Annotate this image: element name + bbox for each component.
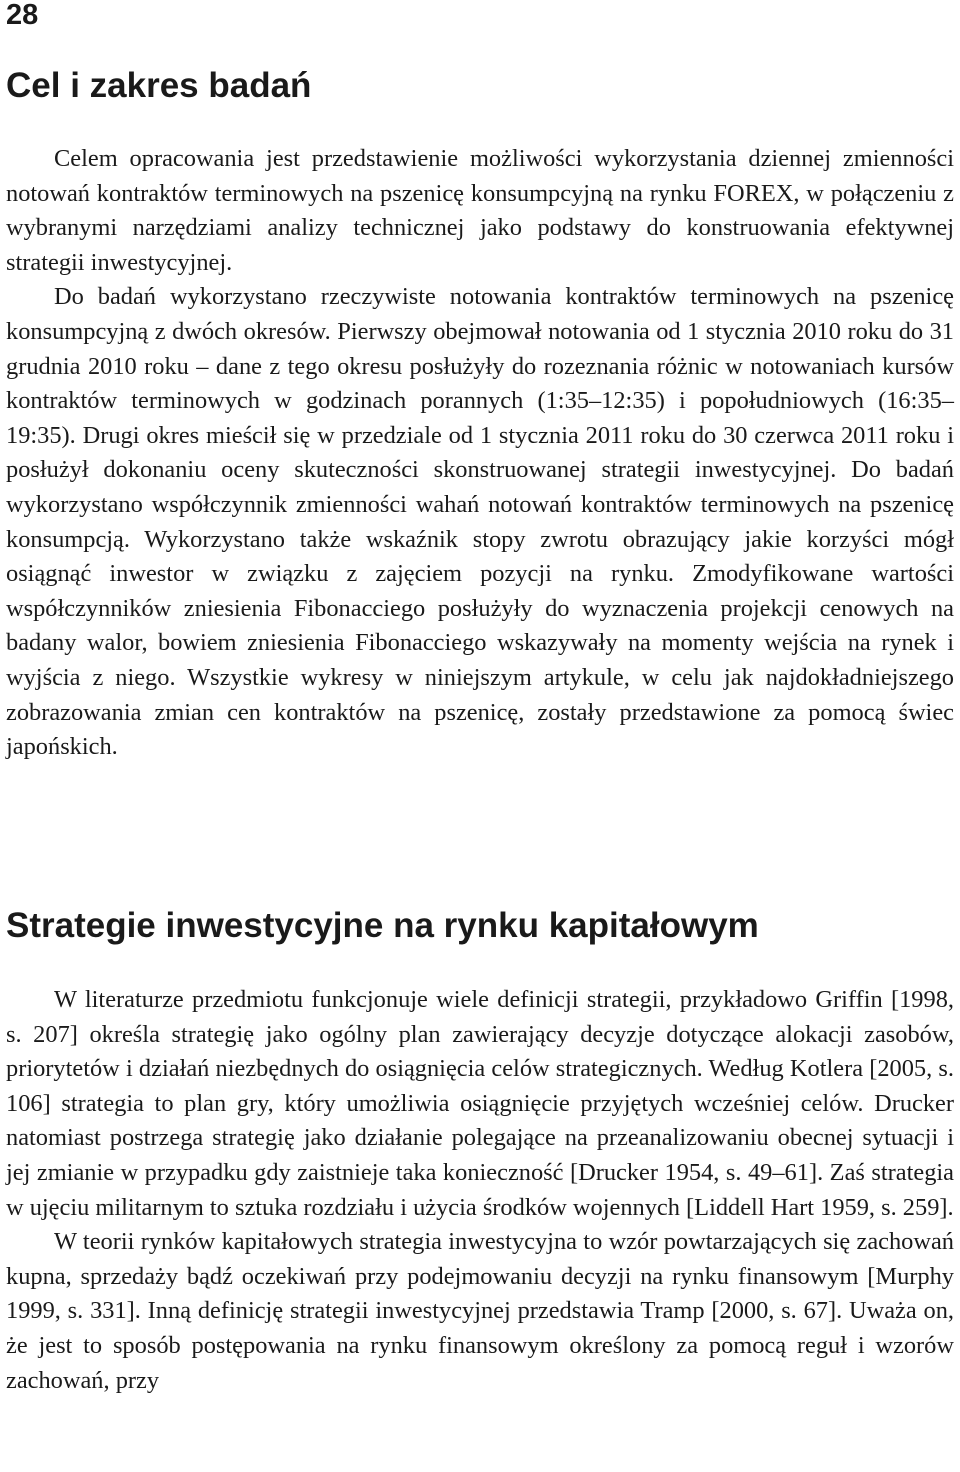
paragraph: Do badań wykorzystano rzeczywiste notowania kontraktów terminowych na pszenicę konsumpcyjną z dwóch okresów. Pierwszy obejmował notowania od 1 stycznia 2010 roku do 31 grudnia 2010 roku – dane z tego okresu posłużyły do rozeznania różnic w notowaniach kursów kontraktów terminowych w godzinach porannych (1:35–12:35) i popołudniowych (16:35–19:35). Drugi okres mieścił się w przedziale od 1 stycznia 2011 roku do 30 czerwca 2011 roku i posłużył dokonaniu oceny skuteczności skonstruowanej strategii inwestycyjnej. Do badań wykorzystano współczynnik zmienności wahań notowań kontraktów terminowych na pszenicę konsumpcją. Wykorzystano także wskaźnik stopy zwrotu obrazujący jakie korzyści mógł osiągnąć inwestor w związku z zajęciem pozycji na rynku. Zmodyfikowane wartości współczynników zniesienia Fibonacciego posłużyły do wyznaczenia projekcji cenowych na badany walor, bowiem zniesienia Fibonacciego wskazywały na momenty wejścia na rynek i wyjścia z niego. Wszystkie wykresy w niniejszym artykule, w celu jak najdokładniejszego zobrazowania zmian cen kontraktów na pszenicę, zostały przedstawione za pomocą świec japońskich. [6,283,954,761]
paragraph: W literaturze przedmiotu funkcjonuje wiele definicji strategii, przykładowo Griffin [1998, s. 207] określa strategię jako ogólny plan zawierający decyzje dotyczące alokacji zasobów, priorytetów i działań niezbędnych do osiągnięcia celów strategicznych. Według Kotlera [2005, s. 106] strategia to plan gry, który umożliwia osiągnięcie przyjętych wcześniej celów. Drucker natomiast postrzega strategię jako działanie polegające na przeanalizowaniu obecnej sytuacji i jej zmianie w przypadku gdy zaistnieje taka konieczność [Drucker 1954, s. 49–61]. Zaś strategia w ujęciu militarnym to sztuka rozdziału i użycia środków wojennych [Liddell Hart 1959, s. 259]. [6,986,954,1221]
paragraph: Celem opracowania jest przedstawienie możliwości wykorzystania dziennej zmienności notowań kontraktów terminowych na pszenicę konsumpcyjną na rynku FOREX, w połączeniu z wybranymi narzędziami analizy technicznej jako podstawy do konstruowania efektywnej strategii inwestycyjnej. [6,145,954,276]
page-number: 28 [6,0,39,31]
section-heading-cel-i-zakres-badan: Cel i zakres badań [6,66,312,105]
paragraph: W teorii rynków kapitałowych strategia inwestycyjna to wzór powtarzających się zachowań kupna, sprzedaży bądź oczekiwań przy podejmowaniu decyzji na rynku finansowym [Murphy 1999, s. 331]. Inną definicję strategii inwestycyjnej przedstawia Tramp [2000, s. 67]. Uważa on, że jest to sposób postępowania na rynku finansowym określony za pomocą reguł i wzorów zachowań, przy [6,1228,954,1394]
section-body-strategie-inwestycyjne [6,983,954,1398]
section-body-cel-i-zakres-badan [6,142,954,765]
section-heading-strategie-inwestycyjne: Strategie inwestycyjne na rynku kapitałowym [6,906,759,945]
